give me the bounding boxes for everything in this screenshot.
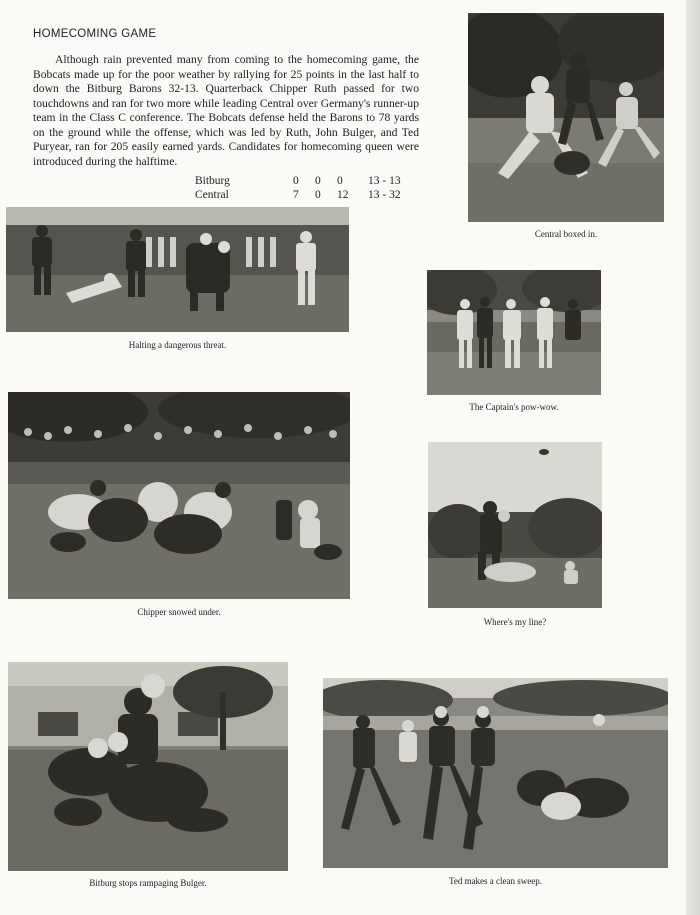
article-body: Although rain prevented many from coming to the homecoming game, the Bobcats made up for the poor weather by rallying for 25 points in the last half to down the Bitburg Barons 32-13. Quarterback Chipper Ruth passed for two touchdowns and ran for two more while leading Central over Germany's runner-up team in the Class C conference. The Bobcats defense held the Barons to 78 yards on the ground while the offense, which was led by Ruth, John Bulger, and Ted Puryear, ran for 205 easily earned yards. Candidates for homecoming queen were introduced during the halftime. (33, 53, 419, 168)
quarter-score: 0 (337, 175, 343, 187)
photo-bitburg-stops-bulger (8, 662, 288, 871)
quarter-score: 0 (315, 189, 321, 201)
final-score: 13 - 13 (368, 175, 401, 187)
photo-caption: Halting a dangerous threat. (128, 340, 227, 350)
photo-chipper-snowed-under (8, 392, 350, 599)
quarter-score: 12 (337, 189, 349, 201)
photo-halting-threat (6, 207, 349, 332)
photo-captains-pow-wow (427, 270, 601, 395)
scoreboard-row (195, 188, 418, 202)
team-name: Central (195, 189, 229, 201)
photo-wheres-my-line (428, 442, 602, 608)
photo-caption: Chipper snowed under. (137, 607, 221, 617)
scoreboard (195, 174, 418, 202)
scoreboard-row (195, 174, 418, 188)
quarter-score: 7 (293, 189, 299, 201)
final-score: 13 - 32 (368, 189, 401, 201)
photo-caption: Central boxed in. (534, 229, 598, 239)
team-name: Bitburg (195, 175, 230, 187)
photo-caption: Bitburg stops rampaging Bulger. (89, 878, 207, 888)
photo-caption: Ted makes a clean sweep. (448, 876, 543, 886)
article-heading: HOMECOMING GAME (33, 28, 157, 40)
photo-ted-clean-sweep (323, 678, 668, 868)
photo-caption: The Captain's pow-wow. (469, 402, 559, 412)
page-edge (686, 0, 700, 915)
photo-central-boxed-in (468, 13, 664, 222)
quarter-score: 0 (315, 175, 321, 187)
quarter-score: 0 (293, 175, 299, 187)
photo-caption: Where's my line? (483, 617, 547, 627)
